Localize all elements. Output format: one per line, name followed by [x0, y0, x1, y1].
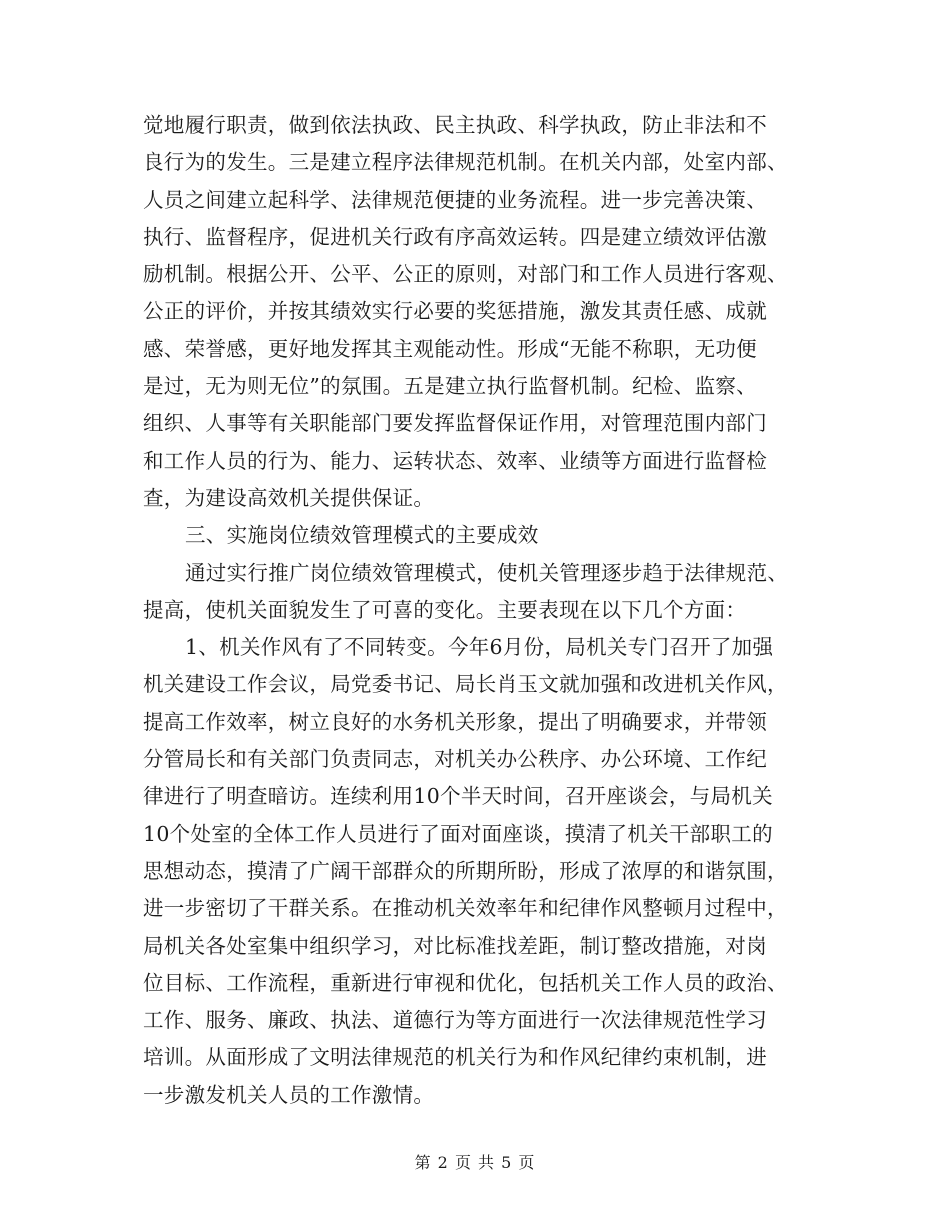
- paragraph-first-line: 1、机关作风有了不同转变。今年6月份，局机关专门召开了加强: [185, 635, 774, 660]
- text-line: 提高，使机关面貌发生了可喜的变化。主要表现在以下几个方面：: [143, 597, 747, 622]
- text-line: 10个处室的全体工作人员进行了面对面座谈，摸清了机关干部职工的: [143, 821, 773, 846]
- text-line: 机关建设工作会议，局党委书记、局长肖玉文就加强和改进机关作风，: [143, 672, 788, 697]
- text-line: 进一步密切了干群关系。在推动机关效率年和纪律作风整顿月过程中，: [143, 896, 788, 921]
- text-line: 励机制。根据公开、公平、公正的原则，对部门和工作人员进行客观、: [143, 262, 788, 287]
- text-line: 局机关各处室集中组织学习，对比标准找差距，制订整改措施，对岗: [143, 933, 767, 958]
- text-line: 是过，无为则无位”的氛围。五是建立执行监督机制。纪检、监察、: [143, 374, 757, 399]
- text-line: 工作、服务、廉政、执法、道德行为等方面进行一次法律规范性学习: [143, 1008, 767, 1033]
- text-line: 人员之间建立起科学、法律规范便捷的业务流程。进一步完善决策、: [143, 187, 767, 212]
- text-line: 查，为建设高效机关提供保证。: [143, 485, 435, 510]
- text-line: 培训。从面形成了文明法律规范的机关行为和作风纪律约束机制，进: [143, 1045, 767, 1070]
- paragraph-first-line: 三、实施岗位绩效管理模式的主要成效: [185, 523, 539, 548]
- paragraph-first-line: 通过实行推广岗位绩效管理模式，使机关管理逐步趋于法律规范、: [185, 560, 789, 585]
- text-line: 思想动态，摸清了广阔干部群众的所期所盼，形成了浓厚的和谐氛围，: [143, 858, 788, 883]
- text-line: 分管局长和有关部门负责同志，对机关办公秩序、办公环境、工作纪: [143, 747, 767, 772]
- text-line: 感、荣誉感，更好地发挥其主观能动性。形成“无能不称职，无功便: [143, 336, 757, 361]
- text-line: 觉地履行职责，做到依法执政、民主执政、科学执政，防止非法和不: [143, 113, 767, 137]
- text-line: 公正的评价，并按其绩效实行必要的奖惩措施，激发其责任感、成就: [143, 299, 767, 324]
- text-line: 提高工作效率，树立良好的水务机关形象，提出了明确要求，并带领: [143, 709, 767, 734]
- text-line: 位目标、工作流程，重新进行审视和优化，包括机关工作人员的政治、: [143, 970, 788, 995]
- text-line: 良行为的发生。三是建立程序法律规范机制。在机关内部，处室内部、: [143, 150, 788, 175]
- text-line: 和工作人员的行为、能力、运转状态、效率、业绩等方面进行监督检: [143, 448, 767, 473]
- text-line: 一步激发机关人员的工作激情。: [143, 1082, 435, 1107]
- text-line: 组织、人事等有关职能部门要发挥监督保证作用，对管理范围内部门: [143, 411, 767, 436]
- text-line: 律进行了明查暗访。连续利用10个半天时间，召开座谈会，与局机关: [143, 784, 773, 809]
- text-line: 执行、监督程序，促进机关行政有序高效运转。四是建立绩效评估激: [143, 224, 767, 249]
- page-footer: 第 2 页 共 5 页: [414, 1153, 536, 1172]
- document-body: [143, 107, 813, 1114]
